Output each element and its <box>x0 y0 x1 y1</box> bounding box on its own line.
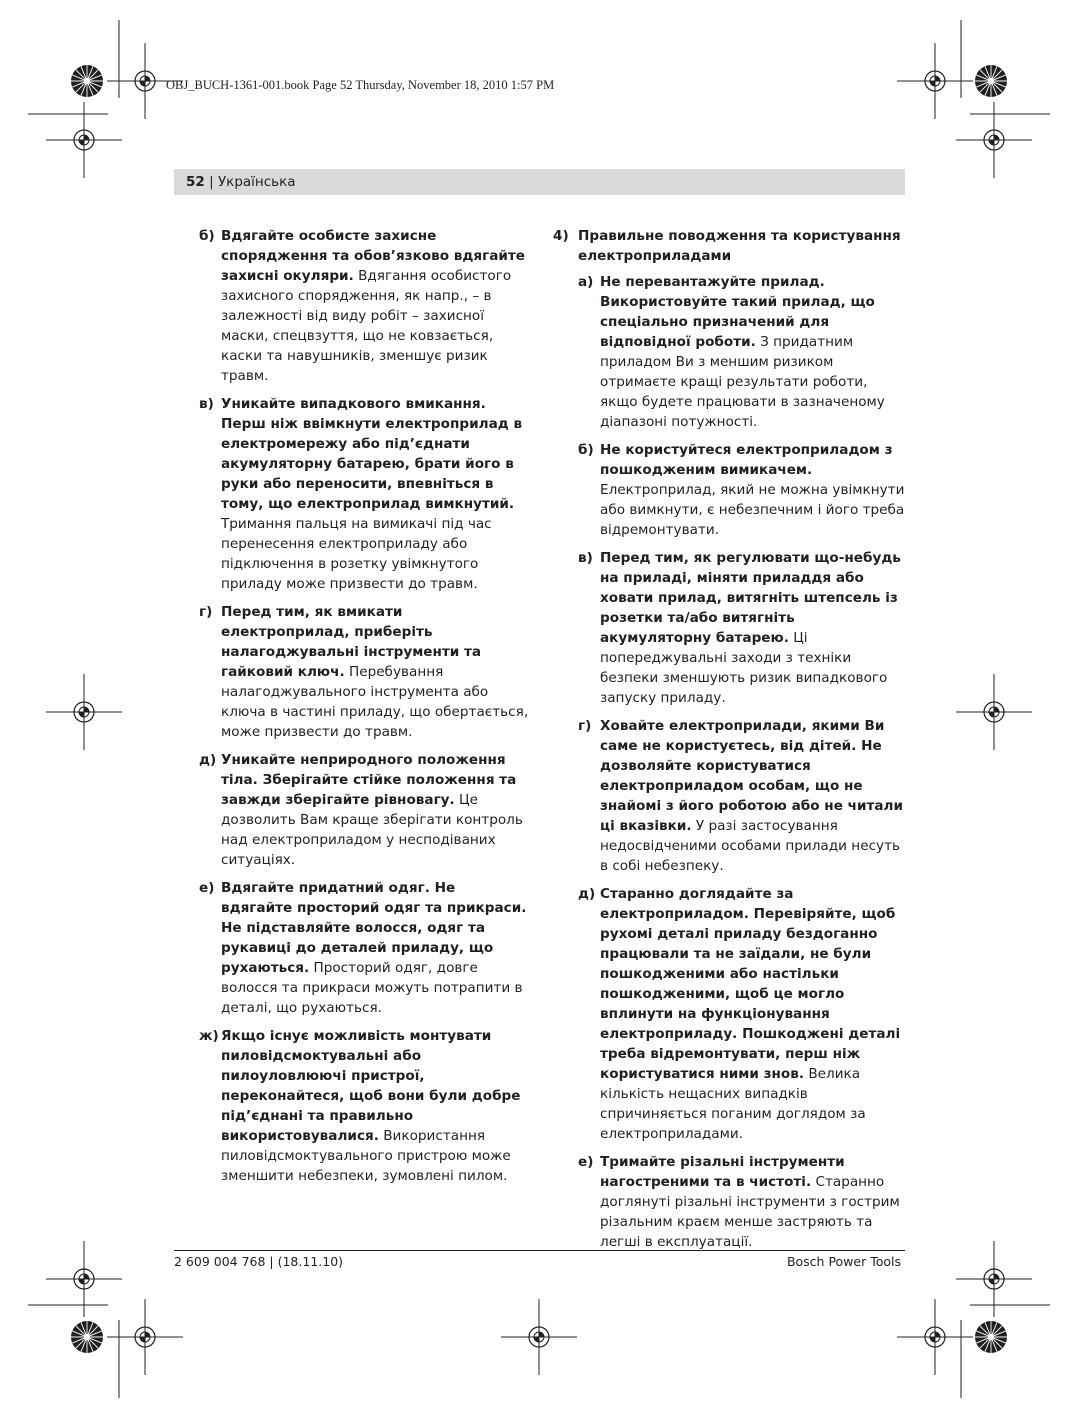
item-label: д) <box>199 752 217 768</box>
list-item <box>578 1152 906 1252</box>
item-text: Старанно доглянуті різальні інструменти з гострим різальним краєм менше застряють та легші в експлуатації. <box>600 1174 900 1250</box>
header-language: Українська <box>217 174 296 190</box>
item-text: Просторий одяг, довге волосся та прикраси можуть потрапити в деталі, що рухаються. <box>221 960 523 1016</box>
item-label: а) <box>578 274 594 290</box>
section-title: Правильне поводження та користування електроприладами <box>578 228 901 264</box>
section-number: 4) <box>553 228 569 244</box>
list-item <box>578 272 906 432</box>
item-bold-text: Вдягайте придатний одяг. Не вдягайте просторий одяг та прикраси. Не підставляйте волосся, одяг та рукавиці до деталей приладу, що рухаються. <box>221 880 527 976</box>
list-item <box>199 226 529 386</box>
footer-doc-number: 2 609 004 768 | (18.11.10) <box>174 1254 344 1269</box>
right-column <box>553 226 906 1260</box>
item-bold-text: Якщо існує можливість монтувати пиловідсмоктувальні або пилоуловлюючі пристрої, переконайтеся, щоб вони були добре під’єднані та правильно використовувалися. <box>221 1028 521 1144</box>
item-bold-text: Не користуйтеся електроприладом з пошкодженим вимикачем. <box>600 442 893 478</box>
item-text: Перебування налагоджувального інструмента або ключа в частині приладу, що обертається, може призвести до травм. <box>221 664 529 740</box>
item-text: Вдягання особистого захисного спорядження, як напр., – в залежності від виду робіт – захисної маски, спецвзуття, що не ковзається, каски та навушників, зменшує ризик травм. <box>221 268 512 384</box>
list-item <box>199 1026 529 1186</box>
item-label: г) <box>199 604 213 620</box>
item-text: З придатним приладом Ви з меншим ризиком отримаєте кращі результати роботи, якщо будете працювати в зазначеному діапазоні потужності. <box>600 334 885 430</box>
item-label: е) <box>578 1154 594 1170</box>
list-item <box>199 602 529 742</box>
item-bold-text: Тримайте різальні інструменти нагостреними та в чистоті. <box>600 1154 845 1190</box>
item-label: г) <box>578 718 592 734</box>
list-item <box>578 548 906 708</box>
item-bold-text: Не перевантажуйте прилад. Використовуйте такий прилад, що спеціально призначений для відповідної роботи. <box>600 274 875 350</box>
item-text: Велика кількість нещасних випадків спричиняється поганим доглядом за електроприладами. <box>600 1066 866 1142</box>
item-bold-text: Перед тим, як регулювати що-небудь на приладі, міняти приладдя або ховати прилад, витягніть штепсель із розетки та/або витягніть акумуляторну батарею. <box>600 550 901 646</box>
item-label: ж) <box>199 1028 219 1044</box>
item-bold-text: Вдягайте особисте захисне спорядження та обов’язково вдягайте захисні окуляри. <box>221 228 526 284</box>
item-text: У разі застосування недосвідченими особами прилади несуть в собі небезпеку. <box>600 818 901 874</box>
footer-brand: Bosch Power Tools <box>786 1254 901 1269</box>
item-text: Використання пиловідсмоктувального пристрою може зменшити небезпеки, зумовлені пилом. <box>221 1128 511 1184</box>
item-label: е) <box>199 880 215 896</box>
item-text: Це дозволить Вам краще зберігати контроль над електроприладом у несподіваних ситуаціях. <box>221 792 523 868</box>
left-column <box>199 226 529 1194</box>
list-item <box>199 750 529 870</box>
item-label: в) <box>578 550 593 566</box>
header-separator: | <box>204 174 218 190</box>
list-item <box>578 716 906 876</box>
print-slug: OBJ_BUCH-1361-001.book Page 52 Thursday, November 18, 2010 1:57 PM <box>166 78 555 92</box>
list-item <box>199 878 529 1018</box>
item-bold-text: Перед тим, як вмикати електроприлад, приберіть налагоджувальні інструменти та гайковий ключ. <box>221 604 482 680</box>
list-item <box>199 394 529 594</box>
list-item <box>578 440 906 540</box>
footer-rule <box>174 1250 905 1251</box>
item-label: д) <box>578 886 596 902</box>
page-number: 52 <box>186 174 205 190</box>
section-items <box>553 272 906 1252</box>
page-header <box>174 169 905 195</box>
item-label: б) <box>578 442 594 458</box>
item-bold-text: Уникайте випадкового вмикання. Перш ніж ввімкнути електроприлад в електромережу або під’єднати акумуляторну батарею, брати його в руки або переносити, впевніться в тому, що електроприлад вимкнутий. <box>221 396 523 512</box>
section-heading <box>553 226 906 266</box>
item-bold-text: Уникайте неприродного положення тіла. Зберігайте стійке положення та завжди зберігайте рівновагу. <box>221 752 517 808</box>
item-text: Ці попереджувальні заходи з техніки безпеки зменшують ризик випадкового запуску приладу. <box>600 630 888 706</box>
item-bold-text: Старанно доглядайте за електроприладом. Перевіряйте, щоб рухомі деталі приладу бездоганно працювали та не заїдали, не були пошкодженими або настільки пошкодженими, щоб це могло вплинути на функціонування електроприладу. Пошкоджені деталі треба відремонтувати, перш ніж користуватися ними знов. <box>600 886 901 1082</box>
item-label: б) <box>199 228 215 244</box>
item-text: Електроприлад, який не можна увімкнути або вимкнути, є небезпечним і його треба відремонтувати. <box>600 482 905 538</box>
item-bold-text: Ховайте електроприлади, якими Ви саме не користуєтесь, від дітей. Не дозволяйте користуватися електроприладом особам, що не знайомі з його роботою або не читали ці вказівки. <box>600 718 904 834</box>
item-label: в) <box>199 396 214 412</box>
item-text: Тримання пальця на вимикачі під час перенесення електроприладу або підключення в розетку увімкнутого приладу може призвести до травм. <box>221 516 492 592</box>
list-item <box>578 884 906 1144</box>
